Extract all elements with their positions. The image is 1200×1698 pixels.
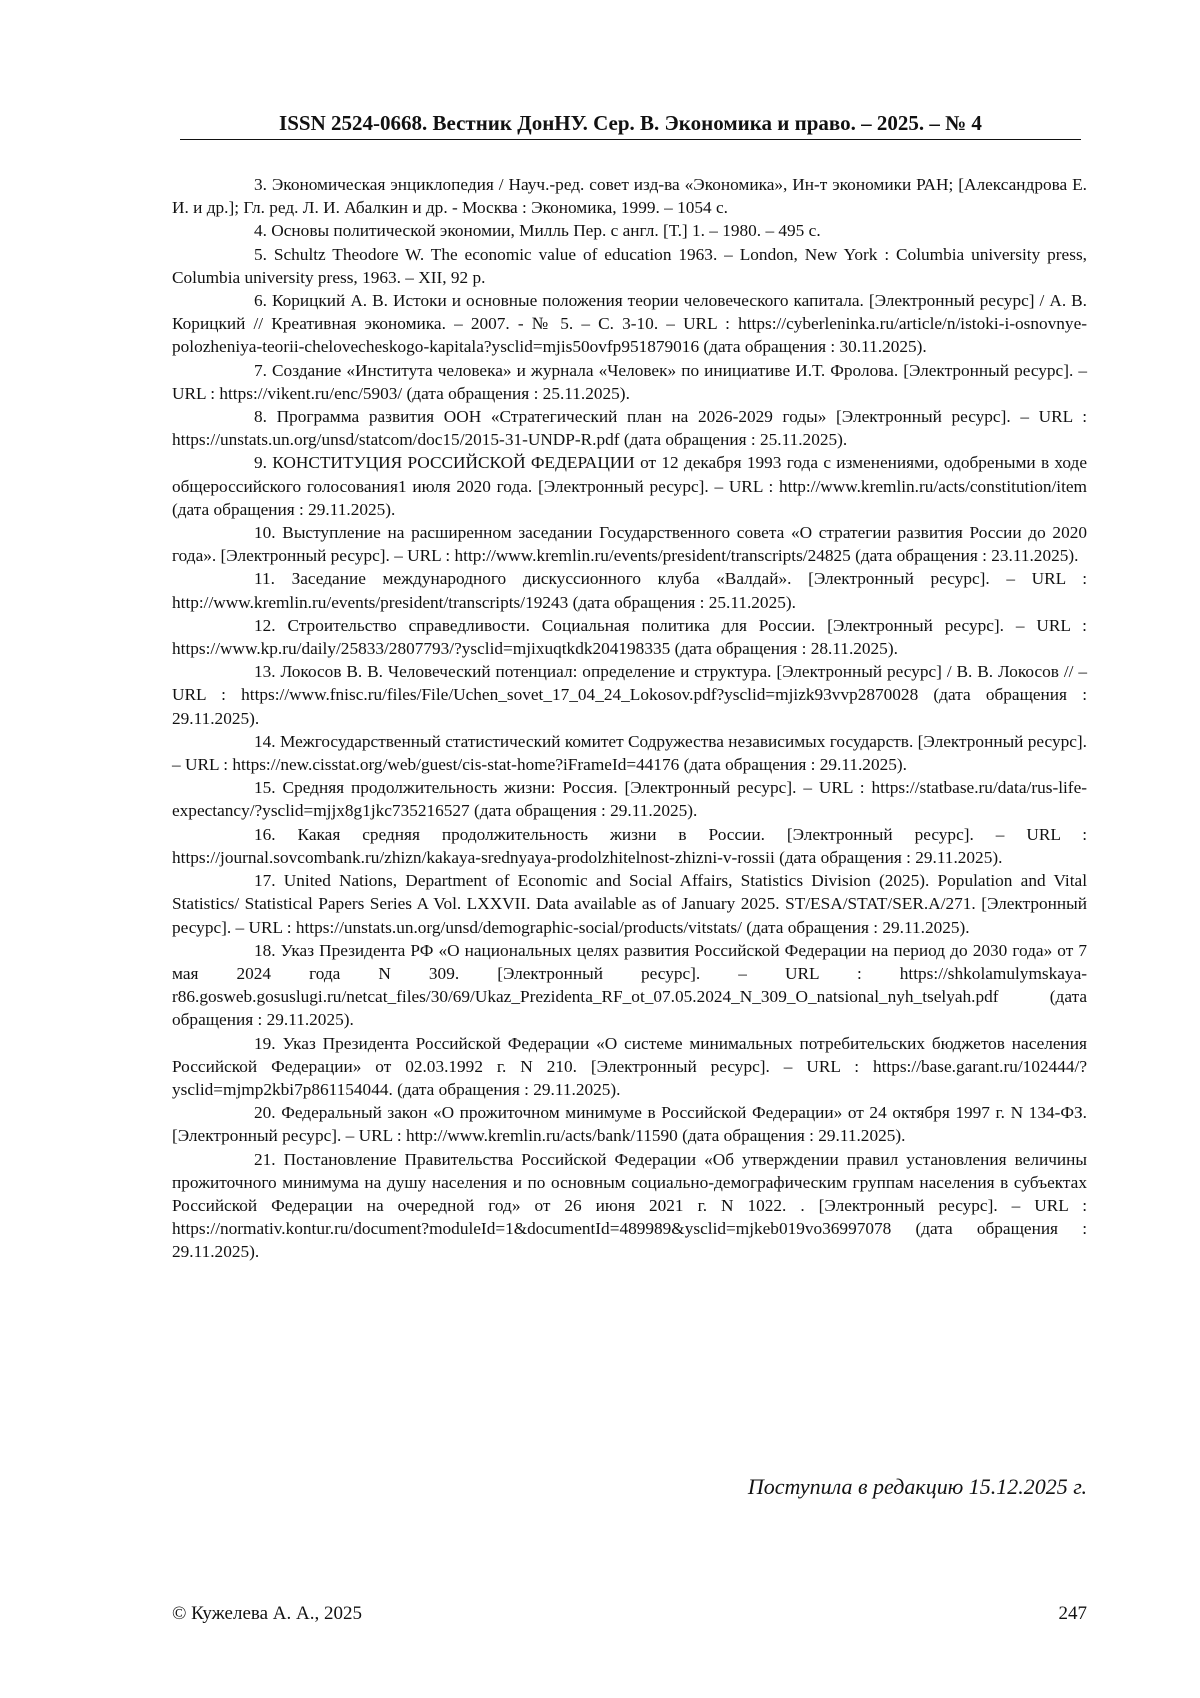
reference-item-13: 13. Локосов В. В. Человеческий потенциал: определение и структура. [Электронный ресурс] / В. В. Локосов // – URL : https://www.fnisc.ru/files/File/Uchen_sovet_17_04_24_Lokosov.pdf?ysclid=mjizk93vvp2870028 (дата обращения : 29.11.2025). xyxy=(172,662,1087,728)
reference-item-17: 17. United Nations, Department of Economic and Social Affairs, Statistics Division (2025). Population and Vital Statistics/ Statistical Papers Series A Vol. LXXVII. Data available as of January 2025. ST/ESA/STAT/SER.A/271. [Электронный ресурс]. – URL : https://unstats.un.org/unsd/demographic-social/products/vitstats/ (дата обращения : 29.11.2025). xyxy=(172,871,1087,937)
reference-item-7: 7. Создание «Института человека» и журнала «Человек» по инициативе И.Т. Фролова. [Электронный ресурс]. – URL : https://vikent.ru/enc/5903/ (дата обращения : 25.11.2025). xyxy=(172,360,1087,403)
reference-item-18: 18. Указ Президента РФ «О национальных целях развития Российской Федерации на период до 2030 года» от 7 мая 2024 года N 309. [Электронный ресурс]. – URL : https://shkolamulymskaya-r86.gosweb.gosuslugi.ru/netcat_files/30/69/Ukaz_Prezidenta_RF_ot_07.05.2024_N_309_O_natsional_nyh_tselyah.pdf (дата обращения : 29.11.2025). xyxy=(172,940,1087,1030)
reference-item-4: 4. Основы политической экономии, Милль Пер. с англ. [Т.] 1. – 1980. – 495 с. xyxy=(254,221,821,241)
page-number: 247 xyxy=(1058,1603,1087,1624)
reference-item-10: 10. Выступление на расширенном заседании Государственного совета «О стратегии развития России до 2020 года». [Электронный ресурс]. – URL : http://www.kremlin.ru/events/president/transcripts/24825 (дата обращения : 23.11.2025). xyxy=(172,523,1087,566)
received-date: Поступила в редакцию 15.12.2025 г. xyxy=(747,1474,1087,1499)
reference-item-19: 19. Указ Президента Российской Федерации «О системе минимальных потребительских бюджетов населения Российской Федерации» от 02.03.1992 г. N 210. [Электронный ресурс]. – URL : https://base.garant.ru/102444/?ysclid=mjmp2kbi7p861154044. (дата обращения : 29.11.2025). xyxy=(172,1033,1087,1099)
reference-item-6: 6. Корицкий А. В. Истоки и основные положения теории человеческого капитала. [Электронный ресурс] / А. В. Корицкий // Креативная экономика. – 2007. - № 5. – С. 3-10. – URL : https://cyberleninka.ru/article/n/istoki-i-osnovnye-polozheniya-teorii-chelovecheskogo-kapitala?ysclid=mjis50ovfp951879016 (дата обращения : 30.11.2025). xyxy=(172,291,1087,357)
reference-item-16: 16. Какая средняя продолжительность жизни в России. [Электронный ресурс]. – URL : https://journal.sovcombank.ru/zhizn/kakaya-srednyaya-prodolzhitelnost-zhizni-v-rossii (дата обращения : 29.11.2025). xyxy=(172,824,1087,867)
copyright-notice: © Кужелева А. А., 2025 xyxy=(172,1603,362,1624)
reference-item-15: 15. Средняя продолжительность жизни: Россия. [Электронный ресурс]. – URL : https://statbase.ru/data/rus-life-expectancy/?ysclid=mjjx8g1jkc735216527 (дата обращения : 29.11.2025). xyxy=(172,778,1087,821)
reference-item-8: 8. Программа развития ООН «Стратегический план на 2026-2029 годы» [Электронный ресурс]. – URL : https://unstats.un.org/unsd/statcom/doc15/2015-31-UNDP-R.pdf (дата обращения : 25.11.2025). xyxy=(172,407,1087,450)
reference-list xyxy=(172,173,1087,1264)
reference-item-20: 20. Федеральный закон «О прожиточном минимуме в Российской Федерации» от 24 октября 1997 г. N 134-ФЗ. [Электронный ресурс]. – URL : http://www.kremlin.ru/acts/bank/11590 (дата обращения : 29.11.2025). xyxy=(172,1103,1087,1146)
reference-item-3: 3. Экономическая энциклопедия / Науч.-ред. совет изд-ва «Экономика», Ин-т экономики РАН; [Александрова Е. И. и др.]; Гл. ред. Л. И. Абалкин и др. - Москва : Экономика, 1999. – 1054 с. xyxy=(172,175,1087,218)
reference-item-12: 12. Строительство справедливости. Социальная политика для России. [Электронный ресурс]. – URL : https://www.kp.ru/daily/25833/2807793/?ysclid=mjixuqtkdk204198335 (дата обращения : 28.11.2025). xyxy=(172,615,1087,659)
running-header: ISSN 2524-0668. Вестник ДонНУ. Сер. В. Экономика и право. – 2025. – № 4 xyxy=(180,110,1081,140)
reference-item-9: 9. КОНСТИТУЦИЯ РОССИЙСКОЙ ФЕДЕРАЦИИ от 12 декабря 1993 года с изменениями, одобреными в ходе общероссийского голосования1 июля 2020 года. [Электронный ресурс]. – URL : http://www.kremlin.ru/acts/constitution/item (дата обращения : 29.11.2025). xyxy=(172,453,1087,519)
reference-item-5: 5. Schultz Theodore W. The economic value of education 1963. – London, New York : Columbia university press, Columbia university press, 1963. – XII, 92 p. xyxy=(172,244,1087,287)
reference-item-21: 21. Постановление Правительства Российской Федерации «Об утверждении правил установления величины прожиточного минимума на душу населения и по основным социально-демографическим группам населения в субъектах Российской Федерации на очередной год» от 26 июня 2021 г. N 1022. . [Электронный ресурс]. – URL : https://normativ.kontur.ru/document?moduleId=1&documentId=489989&ysclid=mjkeb019vo36997078 (дата обращения : 29.11.2025). xyxy=(172,1149,1087,1262)
reference-item-14: 14. Межгосударственный статистический комитет Содружества независимых государств. [Электронный ресурс]. – URL : https://new.cisstat.org/web/guest/cis-stat-home?iFrameId=44176 (дата обращения : 29.11.2025). xyxy=(172,731,1087,775)
reference-item-11: 11. Заседание международного дискуссионного клуба «Валдай». [Электронный ресурс]. – URL : http://www.kremlin.ru/events/president/transcripts/19243 (дата обращения : 25.11.2025). xyxy=(172,569,1087,612)
